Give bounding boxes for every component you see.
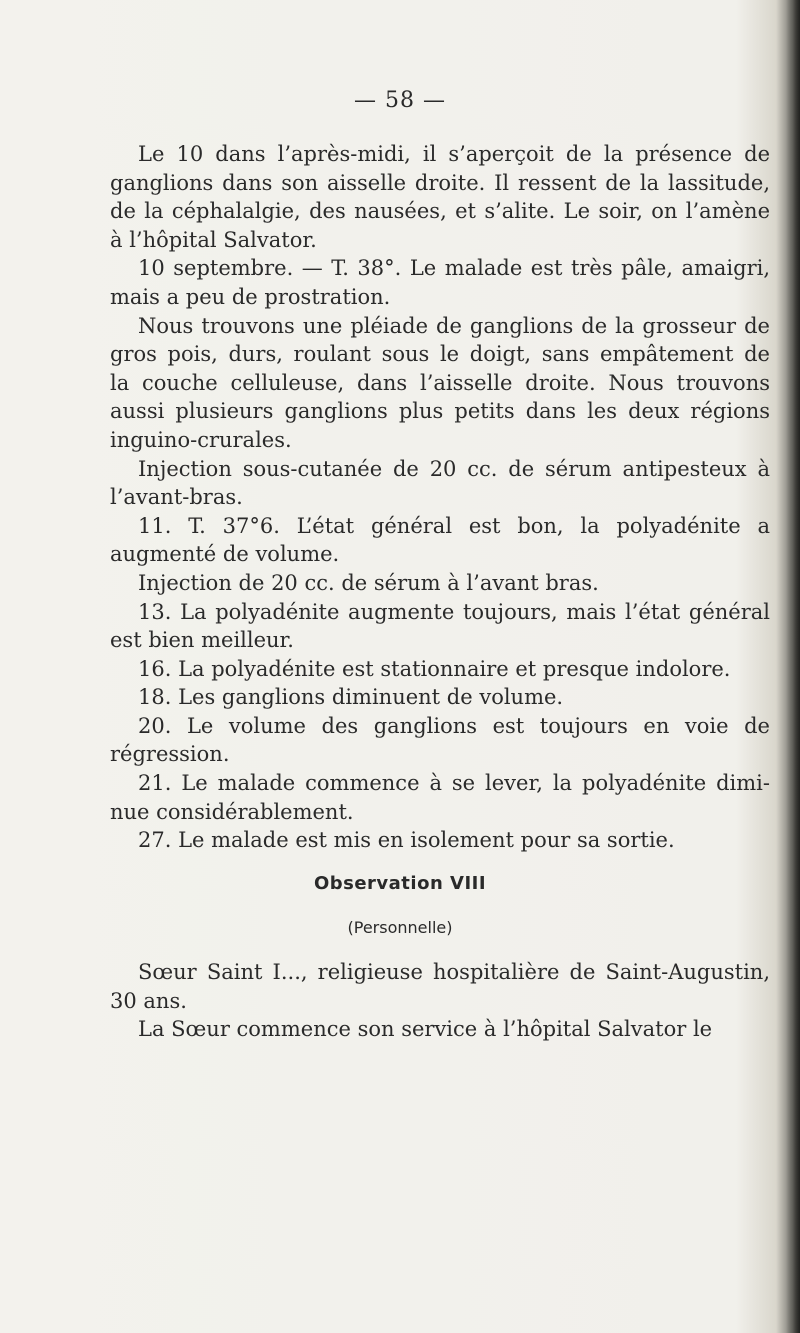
text-line: Le 10 dans l’après-midi, il s’aperçoit de la présence de	[138, 142, 770, 166]
paragraph	[110, 598, 770, 655]
text-line: 13. La polyadénite augmente toujours, mais l’état général	[138, 599, 770, 624]
paragraph	[110, 712, 770, 769]
text-line: à l’hôpital Salvator.	[110, 227, 317, 252]
paragraph	[110, 569, 770, 598]
text-line: Injection sous-cutanée de 20 cc. de sérum antipesteux à	[138, 456, 770, 481]
paragraph	[110, 1015, 770, 1044]
text-line: mais a peu de prostration.	[110, 284, 391, 309]
text-line: 30 ans.	[110, 988, 187, 1013]
paragraph	[110, 769, 770, 826]
text-line: 27. Le malade est mis en isolement pour sa sortie.	[138, 828, 675, 853]
text-line: nue considérablement.	[110, 799, 354, 824]
text-line: est bien meilleur.	[110, 628, 294, 653]
paragraph	[110, 683, 770, 712]
text-line: de la céphalalgie, des nausées, et s’alite. Le soir, on l’amène	[110, 199, 770, 224]
paragraph	[110, 140, 770, 254]
observation-subtitle: (Personnelle)	[347, 918, 453, 937]
text-line: 20. Le volume des ganglions est toujours en voie de	[138, 713, 770, 738]
observation-body-text	[110, 958, 770, 1044]
text-line: gros pois, durs, roulant sous le doigt, sans empâtement de	[110, 342, 770, 367]
paragraph	[110, 455, 770, 512]
text-line: La Sœur commence son service à l’hôpital Salvator le	[138, 1017, 713, 1042]
paragraph	[110, 254, 770, 311]
paragraph	[110, 958, 770, 1015]
observation-title: Observation VIII	[313, 873, 487, 894]
paragraph	[110, 312, 770, 455]
text-line: 21. Le malade commence à se lever, la polyadénite dimi-	[138, 771, 770, 796]
text-line: Nous trouvons une pléiade de ganglions de la grosseur de	[138, 313, 770, 338]
text-line: régression.	[110, 742, 230, 767]
page-number: — 58 —	[354, 88, 446, 113]
text-line: Injection de 20 cc. de sérum à l’avant bras.	[138, 570, 599, 595]
text-line: aussi plusieurs ganglions plus petits dans les deux régions	[110, 399, 770, 424]
text-line: 18. Les ganglions diminuent de volume.	[138, 685, 564, 710]
paragraph	[110, 826, 770, 855]
text-line: 10 septembre. — T. 38°. Le malade est très pâle, amaigri,	[138, 256, 770, 281]
text-line: inguino-crurales.	[110, 427, 292, 452]
text-line: 16. La polyadénite est stationnaire et presque indolore.	[138, 656, 731, 681]
text-line: Sœur Saint I..., religieuse hospitalière de Saint-Augustin,	[138, 960, 770, 984]
text-line: augmenté de volume.	[110, 542, 340, 567]
paragraph	[110, 512, 770, 569]
text-line: ganglions dans son aisselle droite. Il ressent de la lassitude,	[110, 170, 770, 195]
text-line: l’avant-bras.	[110, 485, 243, 510]
text-line: la couche celluleuse, dans l’aisselle droite. Nous trouvons	[110, 370, 770, 395]
paragraph	[110, 655, 770, 684]
page-edge-shadow	[786, 0, 800, 1333]
body-text	[110, 140, 770, 855]
text-line: 11. T. 37°6. L’état général est bon, la polyadénite a	[138, 513, 770, 538]
